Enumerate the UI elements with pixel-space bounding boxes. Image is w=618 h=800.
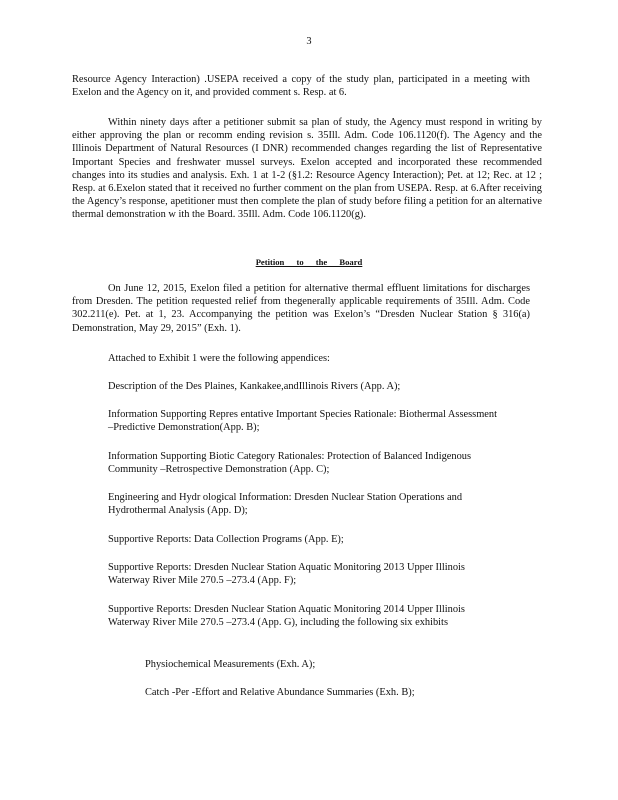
exhibit-item: Catch -Per -Effort and Relative Abundance Summaries (Exh. B); <box>145 687 415 698</box>
paragraph-usepa-review: Resource Agency Interaction) .USEPA received a copy of the study plan, participated in a meeting with Exelon and the Agency on it, and provided comment s. Resp. at 6. <box>72 74 530 99</box>
appendix-item: Engineering and Hydr ological Information: Dresden Nuclear Station Operations and Hydrothermal Analysis (App. D); <box>108 492 463 517</box>
exhibit-item: Physiochemical Measurements (Exh. A); <box>145 659 316 670</box>
appendix-item: Supportive Reports: Dresden Nuclear Station Aquatic Monitoring 2014 Upper Illinois Waterway River Mile 270.5 –273.4 (App. G), including the following six exhibits <box>108 604 465 629</box>
section-heading: Petition to the Board <box>255 257 363 267</box>
paragraph-petition: On June 12, 2015, Exelon filed a petition for alternative thermal effluent limitations for discharges from Dresden. The petition requested relief from thegenerally applicable requirements of 35Ill. Adm. Code 302.211(e). Pet. at 1, 23. Accompanying the petition was Exelon’s “Dresden Nuclear Station § 316(a) Demonstration, May 29, 2015” (Exh. 1). <box>72 283 530 334</box>
appendices-intro: Attached to Exhibit 1 were the following appendices: <box>108 353 330 364</box>
paragraph-agency-response: Within ninety days after a petitioner submit sa plan of study, the Agency must respond in writing by either approving the plan or recomm ending revision s. 35Ill. Adm. Code 106.1120(f). The Agency and the Illinois Department of Natural Resources (I DNR) recommended changes regarding the list of Representative Important Species and freshwater mussel surveys. Exelon accepted and incorporated these recommended changes into its studies and analysis. Exh. 1 at 1-2 (§1.2: Resource Agency Interaction); Pet. at 12; Rec. at 12 ; Resp. at 6.Exelon stated that it received no further comment on the plan from USEPA. Resp. at 6.After receiving the Agency’s response, apetitioner must then complete the plan of study before filing a petition for an alternative thermal demonstration w ith the Board. 35Ill. Adm. Code 106.1120(g). <box>72 117 542 221</box>
page-number: 3 <box>306 36 312 47</box>
appendix-item: Supportive Reports: Data Collection Programs (App. E); <box>108 534 344 545</box>
appendix-item: Description of the Des Plaines, Kankakee,andIllinois Rivers (App. A); <box>108 381 401 392</box>
appendix-item: Information Supporting Biotic Category Rationales: Protection of Balanced Indigenous Community –Retrospective Demonstration (App. C); <box>108 451 472 476</box>
appendix-item: Supportive Reports: Dresden Nuclear Station Aquatic Monitoring 2013 Upper Illinois Waterway River Mile 270.5 –273.4 (App. F); <box>108 562 465 587</box>
appendix-item: Information Supporting Repres entative Important Species Rationale: Biothermal Assessment –Predictive Demonstration(App. B); <box>108 409 497 434</box>
